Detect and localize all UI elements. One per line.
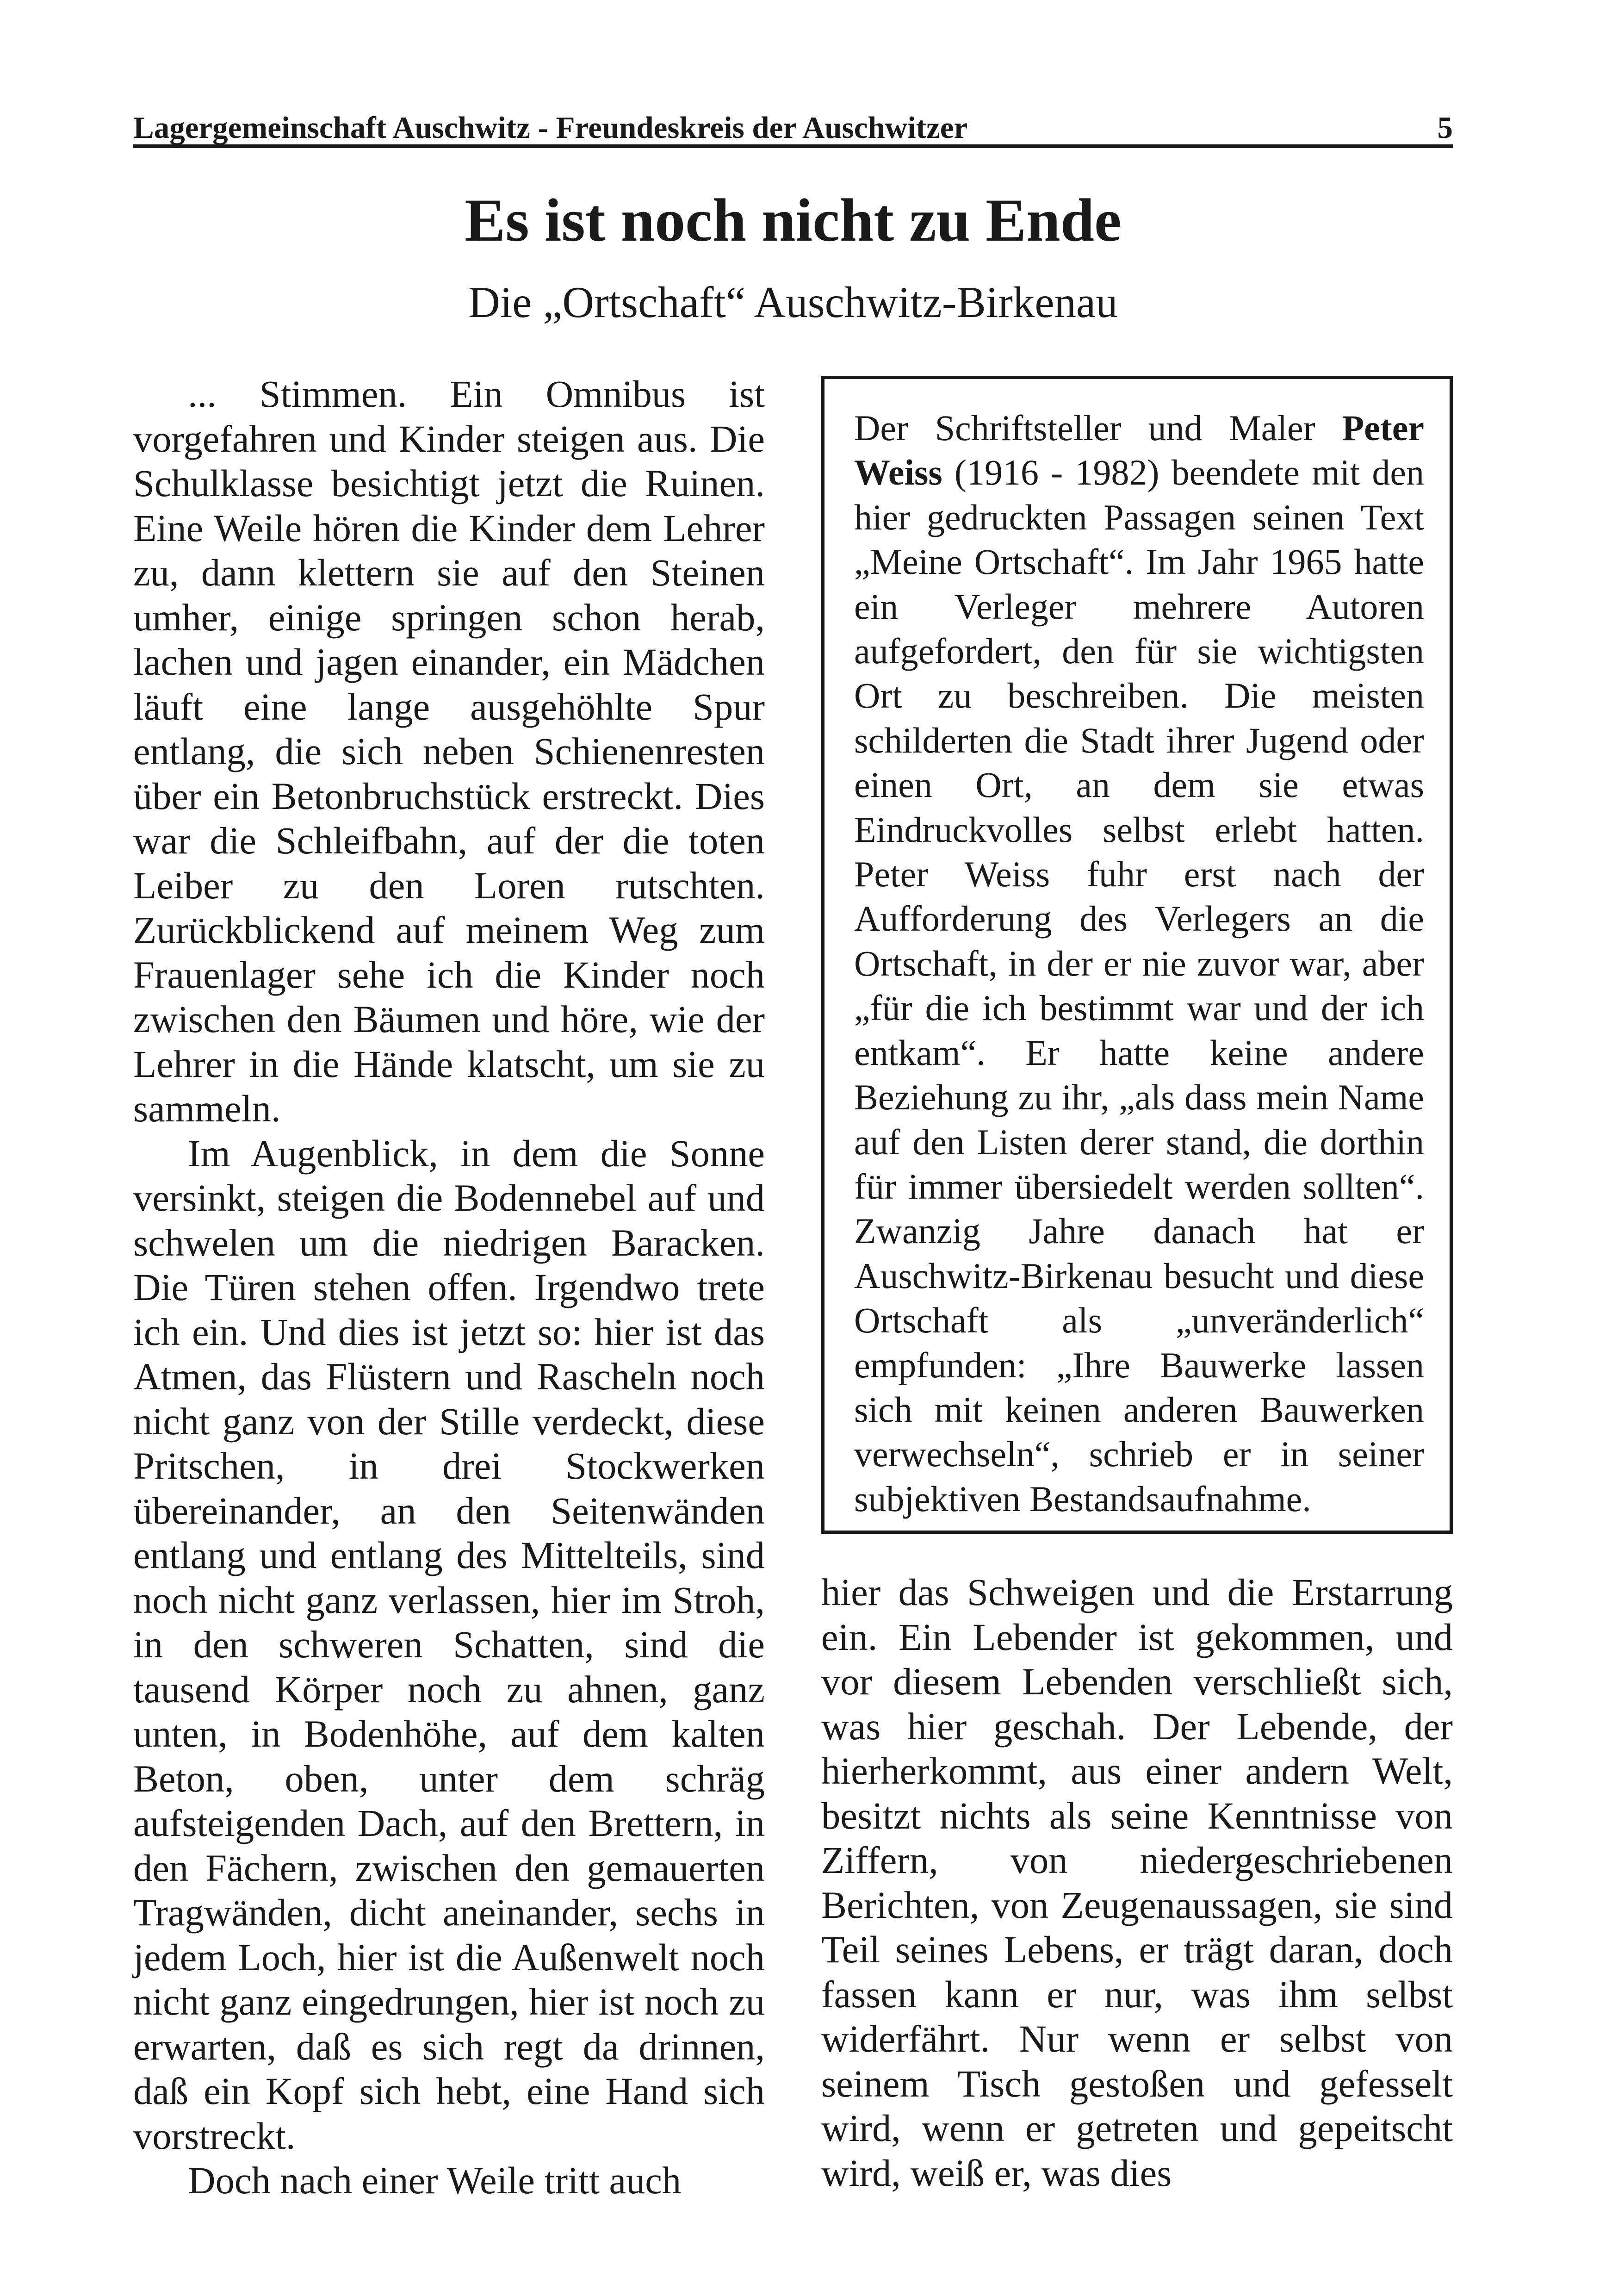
paragraph-3-start: Doch nach einer Weile tritt auch [188,2159,682,2202]
info-box-body: (1916 - 1982) beendete mit den hier gedruckten Passagen seinen Text „Meine Ortschaft“. Im Jahr 1965 hatte ein Verleger mehrere Autoren aufgefordert, den für sie wichtigsten Ort zu beschreiben. Die meisten schilderten die Stadt ihrer Jugend oder einen Ort, an dem sie etwas Eindruckvolles selbst erlebt hatten. Peter Weiss fuhr erst nach der Aufforderung des Verlegers an die Ortschaft, in der er nie zuvor war, aber „für die ich bestimmt war und der ich entkam“. Er hatte keine andere Beziehung zu ihr, „als dass mein Name auf den Listen derer stand, die dorthin für immer übersiedelt werden sollten“. Zwanzig Jahre danach hat er Auschwitz-Birkenau besucht und diese Ortschaft als „unveränderlich“ empfunden: „Ihre Bauwerke lassen sich mit keinen anderen Bauwerken verwechseln“, schrieb er in seiner subjektiven Bestandsaufnahme. [854,452,1424,1519]
info-box-text [854,406,1424,1521]
running-header [133,102,1453,148]
info-box [821,376,1453,1534]
article-title: Es ist noch nicht zu Ende [465,186,1122,254]
left-column [133,372,765,2203]
paragraph-1: ... Stimmen. Ein Omnibus ist vorgefahren und Kinder steigen aus. Die Schulklasse besichtigt jetzt die Ruinen. Eine Weile hören die Kinder dem Lehrer zu, dann klettern sie auf den Steinen umher, einige springen schon herab, lachen und jagen einander, ein Mädchen läuft eine lange ausgehöhlte Spur entlang, die sich neben Schienenresten über ein Betonbruchstück erstreckt. Dies war die Schleifbahn, auf der die toten Leiber zu den Loren rutschten. Zurückblickend auf meinem Weg zum Frauenlager sehe ich die Kinder noch zwischen den Bäumen und höre, wie der Lehrer in die Hände klatscht, um sie zu sammeln. [133,373,765,1130]
page-number: 5 [1437,111,1453,145]
article-subtitle: Die „Ortschaft“ Auschwitz-Birkenau [468,278,1118,327]
author-name: Peter Weiss [854,408,1424,493]
info-box-intro: Der Schriftsteller und Maler [854,408,1315,448]
right-column [821,1570,1453,2195]
paragraph-2: Im Augenblick, in dem die Sonne versinkt, steigen die Bodennebel auf und schwelen um die niedrigen Baracken. Die Türen stehen offen. Irgendwo trete ich ein. Und dies ist jetzt so: hier ist das Atmen, das Flüstern und Rascheln noch nicht ganz von der Stille verdeckt, diese Pritschen, in drei Stockwerken übereinander, an den Seitenwänden entlang und entlang des Mittelteils, sind noch nicht ganz verlassen, hier im Stroh, in den schweren Schatten, sind die tausend Körper noch zu ahnen, ganz unten, in Bodenhöhe, auf dem kalten Beton, oben, unter dem schräg aufsteigenden Dach, auf den Brettern, in den Fächern, zwischen den gemauerten Tragwänden, dicht aneinander, sechs in jedem Loch, hier ist die Außenwelt noch nicht ganz eingedrungen, hier ist noch zu erwarten, daß es sich regt da drinnen, daß ein Kopf sich hebt, eine Hand sich vorstreckt. [133,1132,765,2157]
publication-name: Lagergemeinschaft Auschwitz - Freundeskreis der Auschwitzer [133,111,968,145]
paragraph-3-continued: hier das Schweigen und die Erstarrung ein. Ein Lebender ist gekommen, und vor diesem Lebenden verschließt sich, was hier geschah. Der Lebende, der hierherkommt, aus einer andern Welt, besitzt nichts als seine Kenntnisse von Ziffern, von niedergeschriebenen Berichten, von Zeugenaussagen, sie sind Teil seines Lebens, er trägt daran, doch fassen kann er nur, was ihm selbst widerfährt. Nur wenn er selbst von seinem Tisch gestoßen und gefesselt wird, wenn er getreten und gepeitscht wird, weiß er, was dies [821,1571,1453,2194]
